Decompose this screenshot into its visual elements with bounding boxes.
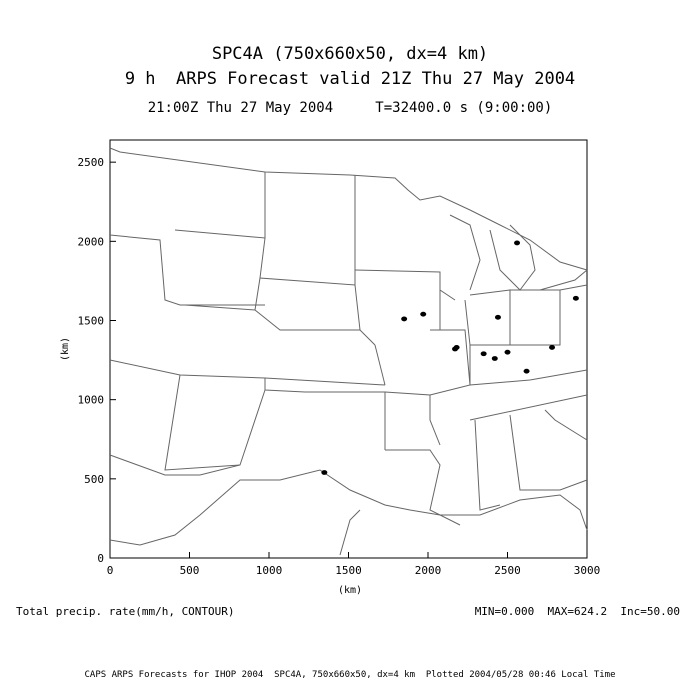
x-tick-label: 500: [179, 564, 200, 577]
precip-cell: [321, 470, 327, 475]
x-tick-label: 2000: [414, 564, 442, 577]
precip-cells: [321, 241, 579, 475]
x-tick-label: 1500: [335, 564, 362, 577]
x-tick-label: 3000: [573, 564, 601, 577]
precip-cell: [495, 315, 501, 320]
footer-caption: CAPS ARPS Forecasts for IHOP 2004 SPC4A, 750x660x50, dx=4 km Plotted 2004/05/28 00:46 Local Time: [84, 670, 616, 680]
y-tick-label: 2000: [77, 235, 104, 249]
y-tick-label: 1000: [77, 393, 104, 407]
precip-cell: [573, 296, 579, 301]
x-tick-label: 2500: [494, 564, 521, 577]
precip-cell: [524, 369, 530, 374]
x-axis-label: (km): [337, 585, 363, 596]
precip-cell: [401, 317, 407, 322]
precip-cell: [481, 351, 487, 356]
y-tick-label: 1500: [77, 314, 104, 328]
y-tick-label: 0: [97, 552, 104, 565]
precip-cell: [492, 356, 498, 361]
field-label: Total precip. rate(mm/h, CONTOUR): [16, 605, 235, 618]
forecast-title: 9 h ARPS Forecast valid 21Z Thu 27 May 2004: [124, 69, 576, 89]
x-tick-label: 0: [106, 564, 114, 577]
map-title: SPC4A (750x660x50, dx=4 km): [211, 44, 489, 64]
y-axis-label: (km): [60, 336, 71, 362]
plot-frame: [110, 140, 587, 558]
field-stats: MIN=0.000 MAX=624.2 Inc=50.00: [474, 605, 680, 618]
state-boundaries: [110, 148, 587, 555]
precip-cell: [452, 347, 458, 352]
valid-time: 21:00Z Thu 27 May 2004 T=32400.0 s (9:00:00): [147, 100, 553, 116]
precip-cell: [514, 241, 520, 246]
precip-cell: [420, 312, 426, 317]
precip-cell: [505, 350, 511, 355]
y-tick-label: 2500: [77, 156, 104, 170]
x-tick-label: 1000: [255, 564, 283, 577]
precip-cell: [549, 345, 555, 350]
x-axis: [107, 552, 601, 577]
y-tick-label: 500: [84, 472, 104, 486]
